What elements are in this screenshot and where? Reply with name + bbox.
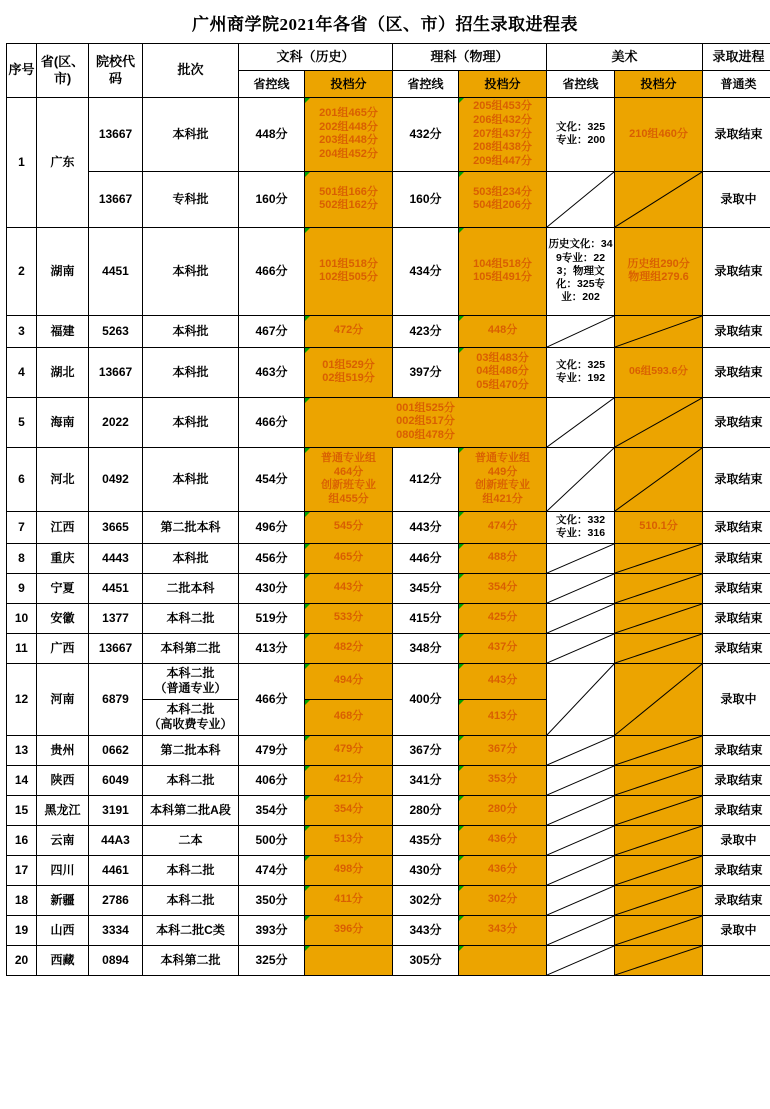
table-row bbox=[7, 735, 770, 765]
table-row bbox=[7, 347, 770, 397]
cell-progress: 录取结束 bbox=[703, 573, 770, 603]
cell-batch: 本科二批 （普通专业） bbox=[143, 663, 239, 699]
cell-liberal-score: 443分 bbox=[305, 573, 393, 603]
cell-liberal-control: 454分 bbox=[239, 447, 305, 511]
cell-science-control: 423分 bbox=[393, 315, 459, 347]
cell-art-score-empty bbox=[615, 765, 703, 795]
cell-art-score: 210组460分 bbox=[615, 98, 703, 172]
cell-art-control: 历史文化：349专业：223；物理文化：325专业：202 bbox=[547, 227, 615, 315]
cell-art-score-empty bbox=[615, 915, 703, 945]
table-row bbox=[7, 885, 770, 915]
cell-code: 4451 bbox=[89, 227, 143, 315]
cell-code: 13667 bbox=[89, 171, 143, 227]
cell-code: 4443 bbox=[89, 543, 143, 573]
cell-art-score-empty bbox=[615, 603, 703, 633]
cell-code: 6879 bbox=[89, 663, 143, 735]
cell-batch: 第二批本科 bbox=[143, 735, 239, 765]
cell-province: 四川 bbox=[37, 855, 89, 885]
cell-index: 4 bbox=[7, 347, 37, 397]
cell-liberal-score: 465分 bbox=[305, 543, 393, 573]
cell-index: 19 bbox=[7, 915, 37, 945]
header-science-score: 投档分 bbox=[459, 71, 547, 98]
cell-batch: 本科批 bbox=[143, 98, 239, 172]
cell-liberal-score: 01组529分 02组519分 bbox=[305, 347, 393, 397]
cell-batch: 本科批 bbox=[143, 397, 239, 447]
cell-liberal-score: 354分 bbox=[305, 795, 393, 825]
cell-art-control-empty bbox=[547, 855, 615, 885]
cell-batch: 本科批 bbox=[143, 315, 239, 347]
cell-art-control-empty bbox=[547, 765, 615, 795]
table-row bbox=[7, 315, 770, 347]
header-art-control: 省控线 bbox=[547, 71, 615, 98]
cell-liberal-score: 421分 bbox=[305, 765, 393, 795]
cell-province: 云南 bbox=[37, 825, 89, 855]
cell-science-score: 448分 bbox=[459, 315, 547, 347]
cell-index: 17 bbox=[7, 855, 37, 885]
cell-art-score: 历史组290分 物理组279.6 bbox=[615, 227, 703, 315]
cell-progress: 录取结束 bbox=[703, 603, 770, 633]
header-science-control: 省控线 bbox=[393, 71, 459, 98]
cell-art-control-empty bbox=[547, 543, 615, 573]
cell-batch: 本科二批C类 bbox=[143, 915, 239, 945]
cell-liberal-control: 519分 bbox=[239, 603, 305, 633]
cell-index: 2 bbox=[7, 227, 37, 315]
cell-science-control: 280分 bbox=[393, 795, 459, 825]
cell-art-score-empty bbox=[615, 543, 703, 573]
cell-art-control-empty bbox=[547, 397, 615, 447]
cell-liberal-score: 545分 bbox=[305, 511, 393, 543]
cell-liberal-score: 513分 bbox=[305, 825, 393, 855]
cell-progress bbox=[703, 945, 770, 975]
cell-progress: 录取结束 bbox=[703, 765, 770, 795]
table-body bbox=[7, 98, 770, 976]
cell-index: 6 bbox=[7, 447, 37, 511]
cell-progress: 录取结束 bbox=[703, 511, 770, 543]
table-row bbox=[7, 603, 770, 633]
cell-science-score: 280分 bbox=[459, 795, 547, 825]
cell-code: 13667 bbox=[89, 633, 143, 663]
cell-science-score: 413分 bbox=[459, 699, 547, 735]
cell-merged-score: 001组525分 002组517分 080组478分 bbox=[305, 397, 547, 447]
cell-art-control-empty bbox=[547, 633, 615, 663]
cell-art-control-empty bbox=[547, 915, 615, 945]
cell-progress: 录取结束 bbox=[703, 855, 770, 885]
cell-art-score-empty bbox=[615, 397, 703, 447]
cell-science-score: 205组453分 206组432分 207组437分 208组438分 209组447分 bbox=[459, 98, 547, 172]
cell-liberal-control: 463分 bbox=[239, 347, 305, 397]
cell-batch: 二批本科 bbox=[143, 573, 239, 603]
cell-province: 新疆 bbox=[37, 885, 89, 915]
cell-science-control: 432分 bbox=[393, 98, 459, 172]
cell-code: 0662 bbox=[89, 735, 143, 765]
cell-province: 陕西 bbox=[37, 765, 89, 795]
cell-science-control: 160分 bbox=[393, 171, 459, 227]
cell-science-control: 305分 bbox=[393, 945, 459, 975]
cell-art-score: 06组593.6分 bbox=[615, 347, 703, 397]
cell-liberal-control: 413分 bbox=[239, 633, 305, 663]
cell-science-score: 488分 bbox=[459, 543, 547, 573]
cell-science-score: 437分 bbox=[459, 633, 547, 663]
cell-liberal-score bbox=[305, 945, 393, 975]
cell-batch: 本科第二批 bbox=[143, 633, 239, 663]
table-row bbox=[7, 511, 770, 543]
cell-liberal-score: 501组166分 502组162分 bbox=[305, 171, 393, 227]
cell-liberal-control: 393分 bbox=[239, 915, 305, 945]
cell-art-control-empty bbox=[547, 171, 615, 227]
table-row bbox=[7, 765, 770, 795]
cell-liberal-control: 350分 bbox=[239, 885, 305, 915]
cell-science-score: 443分 bbox=[459, 663, 547, 699]
cell-liberal-control: 466分 bbox=[239, 397, 305, 447]
cell-province: 广西 bbox=[37, 633, 89, 663]
cell-liberal-control: 456分 bbox=[239, 543, 305, 573]
cell-art-control-empty bbox=[547, 447, 615, 511]
cell-province: 贵州 bbox=[37, 735, 89, 765]
cell-index: 14 bbox=[7, 765, 37, 795]
cell-progress: 录取结束 bbox=[703, 633, 770, 663]
cell-province: 河北 bbox=[37, 447, 89, 511]
cell-art-control-empty bbox=[547, 735, 615, 765]
cell-science-control: 397分 bbox=[393, 347, 459, 397]
cell-code: 13667 bbox=[89, 347, 143, 397]
cell-liberal-control: 467分 bbox=[239, 315, 305, 347]
cell-index: 18 bbox=[7, 885, 37, 915]
cell-science-score: 104组518分 105组491分 bbox=[459, 227, 547, 315]
table-row bbox=[7, 227, 770, 315]
cell-province: 河南 bbox=[37, 663, 89, 735]
cell-progress: 录取结束 bbox=[703, 885, 770, 915]
cell-province: 重庆 bbox=[37, 543, 89, 573]
cell-progress: 录取中 bbox=[703, 171, 770, 227]
cell-code: 4451 bbox=[89, 573, 143, 603]
cell-art-score-empty bbox=[615, 633, 703, 663]
cell-code: 13667 bbox=[89, 98, 143, 172]
cell-science-control: 430分 bbox=[393, 855, 459, 885]
cell-code: 5263 bbox=[89, 315, 143, 347]
cell-batch: 本科二批 （高收费专业） bbox=[143, 699, 239, 735]
cell-liberal-score: 479分 bbox=[305, 735, 393, 765]
cell-province: 广东 bbox=[37, 98, 89, 228]
cell-science-control: 343分 bbox=[393, 915, 459, 945]
cell-code: 4461 bbox=[89, 855, 143, 885]
cell-art-control-empty bbox=[547, 315, 615, 347]
cell-science-score: 367分 bbox=[459, 735, 547, 765]
cell-art-control-empty bbox=[547, 573, 615, 603]
cell-science-score: 普通专业组 449分 创新班专业 组421分 bbox=[459, 447, 547, 511]
header-index: 序号 bbox=[7, 44, 37, 98]
cell-liberal-score: 482分 bbox=[305, 633, 393, 663]
cell-art-control-empty bbox=[547, 795, 615, 825]
cell-batch: 本科第二批A段 bbox=[143, 795, 239, 825]
cell-liberal-control: 160分 bbox=[239, 171, 305, 227]
cell-index: 11 bbox=[7, 633, 37, 663]
cell-liberal-score: 533分 bbox=[305, 603, 393, 633]
header-liberal-score: 投档分 bbox=[305, 71, 393, 98]
cell-progress: 录取中 bbox=[703, 915, 770, 945]
cell-code: 2786 bbox=[89, 885, 143, 915]
cell-progress: 录取结束 bbox=[703, 98, 770, 172]
cell-science-control: 412分 bbox=[393, 447, 459, 511]
cell-liberal-control: 466分 bbox=[239, 663, 305, 735]
admission-progress-table bbox=[6, 43, 770, 976]
cell-liberal-control: 354分 bbox=[239, 795, 305, 825]
cell-science-score: 353分 bbox=[459, 765, 547, 795]
cell-liberal-control: 500分 bbox=[239, 825, 305, 855]
cell-progress: 录取结束 bbox=[703, 227, 770, 315]
cell-science-control: 302分 bbox=[393, 885, 459, 915]
table-header-row-1 bbox=[7, 44, 770, 71]
cell-code: 3665 bbox=[89, 511, 143, 543]
cell-province: 湖南 bbox=[37, 227, 89, 315]
cell-code: 3334 bbox=[89, 915, 143, 945]
cell-index: 1 bbox=[7, 98, 37, 228]
cell-art-score-empty bbox=[615, 825, 703, 855]
cell-art-control-empty bbox=[547, 945, 615, 975]
cell-progress: 录取中 bbox=[703, 825, 770, 855]
table-row bbox=[7, 915, 770, 945]
cell-science-control: 415分 bbox=[393, 603, 459, 633]
table-row bbox=[7, 825, 770, 855]
cell-art-score-empty bbox=[615, 663, 703, 735]
cell-art-score-empty bbox=[615, 885, 703, 915]
cell-science-control: 345分 bbox=[393, 573, 459, 603]
cell-art-control-empty bbox=[547, 663, 615, 735]
cell-province: 西藏 bbox=[37, 945, 89, 975]
cell-progress: 录取结束 bbox=[703, 347, 770, 397]
cell-batch: 专科批 bbox=[143, 171, 239, 227]
cell-science-score: 474分 bbox=[459, 511, 547, 543]
cell-science-score: 343分 bbox=[459, 915, 547, 945]
table-row bbox=[7, 663, 770, 699]
table-row bbox=[7, 855, 770, 885]
header-code: 院校代码 bbox=[89, 44, 143, 98]
cell-index: 10 bbox=[7, 603, 37, 633]
header-liberal-control: 省控线 bbox=[239, 71, 305, 98]
cell-batch: 本科批 bbox=[143, 227, 239, 315]
cell-index: 15 bbox=[7, 795, 37, 825]
cell-science-score: 503组234分 504组206分 bbox=[459, 171, 547, 227]
table-row bbox=[7, 98, 770, 172]
cell-progress: 录取结束 bbox=[703, 447, 770, 511]
cell-index: 3 bbox=[7, 315, 37, 347]
cell-science-control: 400分 bbox=[393, 663, 459, 735]
cell-batch: 本科二批 bbox=[143, 765, 239, 795]
cell-art-control-empty bbox=[547, 603, 615, 633]
cell-art-score-empty bbox=[615, 855, 703, 885]
cell-art-score-empty bbox=[615, 945, 703, 975]
cell-liberal-score: 201组465分 202组448分 203组448分 204组452分 bbox=[305, 98, 393, 172]
cell-liberal-score: 494分 bbox=[305, 663, 393, 699]
header-batch: 批次 bbox=[143, 44, 239, 98]
cell-liberal-control: 406分 bbox=[239, 765, 305, 795]
cell-liberal-score: 498分 bbox=[305, 855, 393, 885]
cell-index: 20 bbox=[7, 945, 37, 975]
cell-science-control: 435分 bbox=[393, 825, 459, 855]
cell-batch: 本科批 bbox=[143, 347, 239, 397]
cell-science-control: 341分 bbox=[393, 765, 459, 795]
cell-batch: 本科二批 bbox=[143, 885, 239, 915]
cell-science-score: 425分 bbox=[459, 603, 547, 633]
cell-liberal-score: 468分 bbox=[305, 699, 393, 735]
cell-batch: 本科批 bbox=[143, 447, 239, 511]
table-row bbox=[7, 447, 770, 511]
cell-liberal-score: 101组518分 102组505分 bbox=[305, 227, 393, 315]
cell-batch: 第二批本科 bbox=[143, 511, 239, 543]
cell-liberal-score: 411分 bbox=[305, 885, 393, 915]
cell-code: 1377 bbox=[89, 603, 143, 633]
cell-science-score: 354分 bbox=[459, 573, 547, 603]
cell-code: 0894 bbox=[89, 945, 143, 975]
cell-batch: 本科二批 bbox=[143, 855, 239, 885]
cell-progress: 录取结束 bbox=[703, 397, 770, 447]
cell-science-score: 302分 bbox=[459, 885, 547, 915]
header-progress-type: 普通类 bbox=[703, 71, 770, 98]
cell-code: 3191 bbox=[89, 795, 143, 825]
cell-liberal-score: 472分 bbox=[305, 315, 393, 347]
cell-province: 山西 bbox=[37, 915, 89, 945]
cell-index: 5 bbox=[7, 397, 37, 447]
cell-art-score-empty bbox=[615, 171, 703, 227]
cell-science-score: 436分 bbox=[459, 855, 547, 885]
cell-province: 黑龙江 bbox=[37, 795, 89, 825]
cell-science-control: 434分 bbox=[393, 227, 459, 315]
cell-liberal-score: 396分 bbox=[305, 915, 393, 945]
cell-index: 12 bbox=[7, 663, 37, 735]
table-row bbox=[7, 573, 770, 603]
cell-province: 福建 bbox=[37, 315, 89, 347]
cell-code: 6049 bbox=[89, 765, 143, 795]
cell-art-control: 文化：332 专业：316 bbox=[547, 511, 615, 543]
table-row bbox=[7, 945, 770, 975]
cell-progress: 录取结束 bbox=[703, 795, 770, 825]
header-group-art: 美术 bbox=[547, 44, 703, 71]
cell-index: 16 bbox=[7, 825, 37, 855]
table-row bbox=[7, 543, 770, 573]
cell-art-control: 文化：325 专业：192 bbox=[547, 347, 615, 397]
cell-science-control: 443分 bbox=[393, 511, 459, 543]
cell-index: 13 bbox=[7, 735, 37, 765]
cell-art-score-empty bbox=[615, 315, 703, 347]
header-province: 省(区、市) bbox=[37, 44, 89, 98]
cell-batch: 本科批 bbox=[143, 543, 239, 573]
cell-index: 7 bbox=[7, 511, 37, 543]
cell-progress: 录取结束 bbox=[703, 543, 770, 573]
cell-index: 8 bbox=[7, 543, 37, 573]
cell-progress: 录取结束 bbox=[703, 315, 770, 347]
table-row bbox=[7, 633, 770, 663]
table-row bbox=[7, 795, 770, 825]
cell-liberal-control: 466分 bbox=[239, 227, 305, 315]
cell-liberal-control: 474分 bbox=[239, 855, 305, 885]
cell-liberal-control: 448分 bbox=[239, 98, 305, 172]
cell-code: 2022 bbox=[89, 397, 143, 447]
header-group-science: 理科（物理） bbox=[393, 44, 547, 71]
cell-art-control-empty bbox=[547, 885, 615, 915]
cell-science-score: 03组483分 04组486分 05组470分 bbox=[459, 347, 547, 397]
cell-index: 9 bbox=[7, 573, 37, 603]
cell-batch: 二本 bbox=[143, 825, 239, 855]
header-progress: 录取进程 bbox=[703, 44, 770, 71]
cell-liberal-control: 430分 bbox=[239, 573, 305, 603]
cell-art-score-empty bbox=[615, 795, 703, 825]
cell-art-control: 文化：325 专业：200 bbox=[547, 98, 615, 172]
cell-batch: 本科第二批 bbox=[143, 945, 239, 975]
cell-art-score-empty bbox=[615, 447, 703, 511]
cell-batch: 本科二批 bbox=[143, 603, 239, 633]
cell-code: 44A3 bbox=[89, 825, 143, 855]
cell-province: 江西 bbox=[37, 511, 89, 543]
cell-science-score: 436分 bbox=[459, 825, 547, 855]
cell-province: 宁夏 bbox=[37, 573, 89, 603]
table-row bbox=[7, 171, 770, 227]
cell-art-score-empty bbox=[615, 573, 703, 603]
header-group-liberal: 文科（历史） bbox=[239, 44, 393, 71]
cell-liberal-score: 普通专业组 464分 创新班专业 组455分 bbox=[305, 447, 393, 511]
page-title: 广州商学院2021年各省（区、市）招生录取进程表 bbox=[192, 15, 578, 34]
cell-art-score-empty bbox=[615, 735, 703, 765]
cell-province: 安徽 bbox=[37, 603, 89, 633]
cell-province: 海南 bbox=[37, 397, 89, 447]
cell-progress: 录取中 bbox=[703, 663, 770, 735]
cell-science-control: 367分 bbox=[393, 735, 459, 765]
cell-art-control-empty bbox=[547, 825, 615, 855]
cell-code: 0492 bbox=[89, 447, 143, 511]
cell-liberal-control: 325分 bbox=[239, 945, 305, 975]
header-art-score: 投档分 bbox=[615, 71, 703, 98]
cell-art-score: 510.1分 bbox=[615, 511, 703, 543]
cell-province: 湖北 bbox=[37, 347, 89, 397]
cell-liberal-control: 479分 bbox=[239, 735, 305, 765]
cell-science-score bbox=[459, 945, 547, 975]
cell-science-control: 348分 bbox=[393, 633, 459, 663]
table-row bbox=[7, 397, 770, 447]
cell-liberal-control: 496分 bbox=[239, 511, 305, 543]
cell-science-control: 446分 bbox=[393, 543, 459, 573]
cell-progress: 录取结束 bbox=[703, 735, 770, 765]
